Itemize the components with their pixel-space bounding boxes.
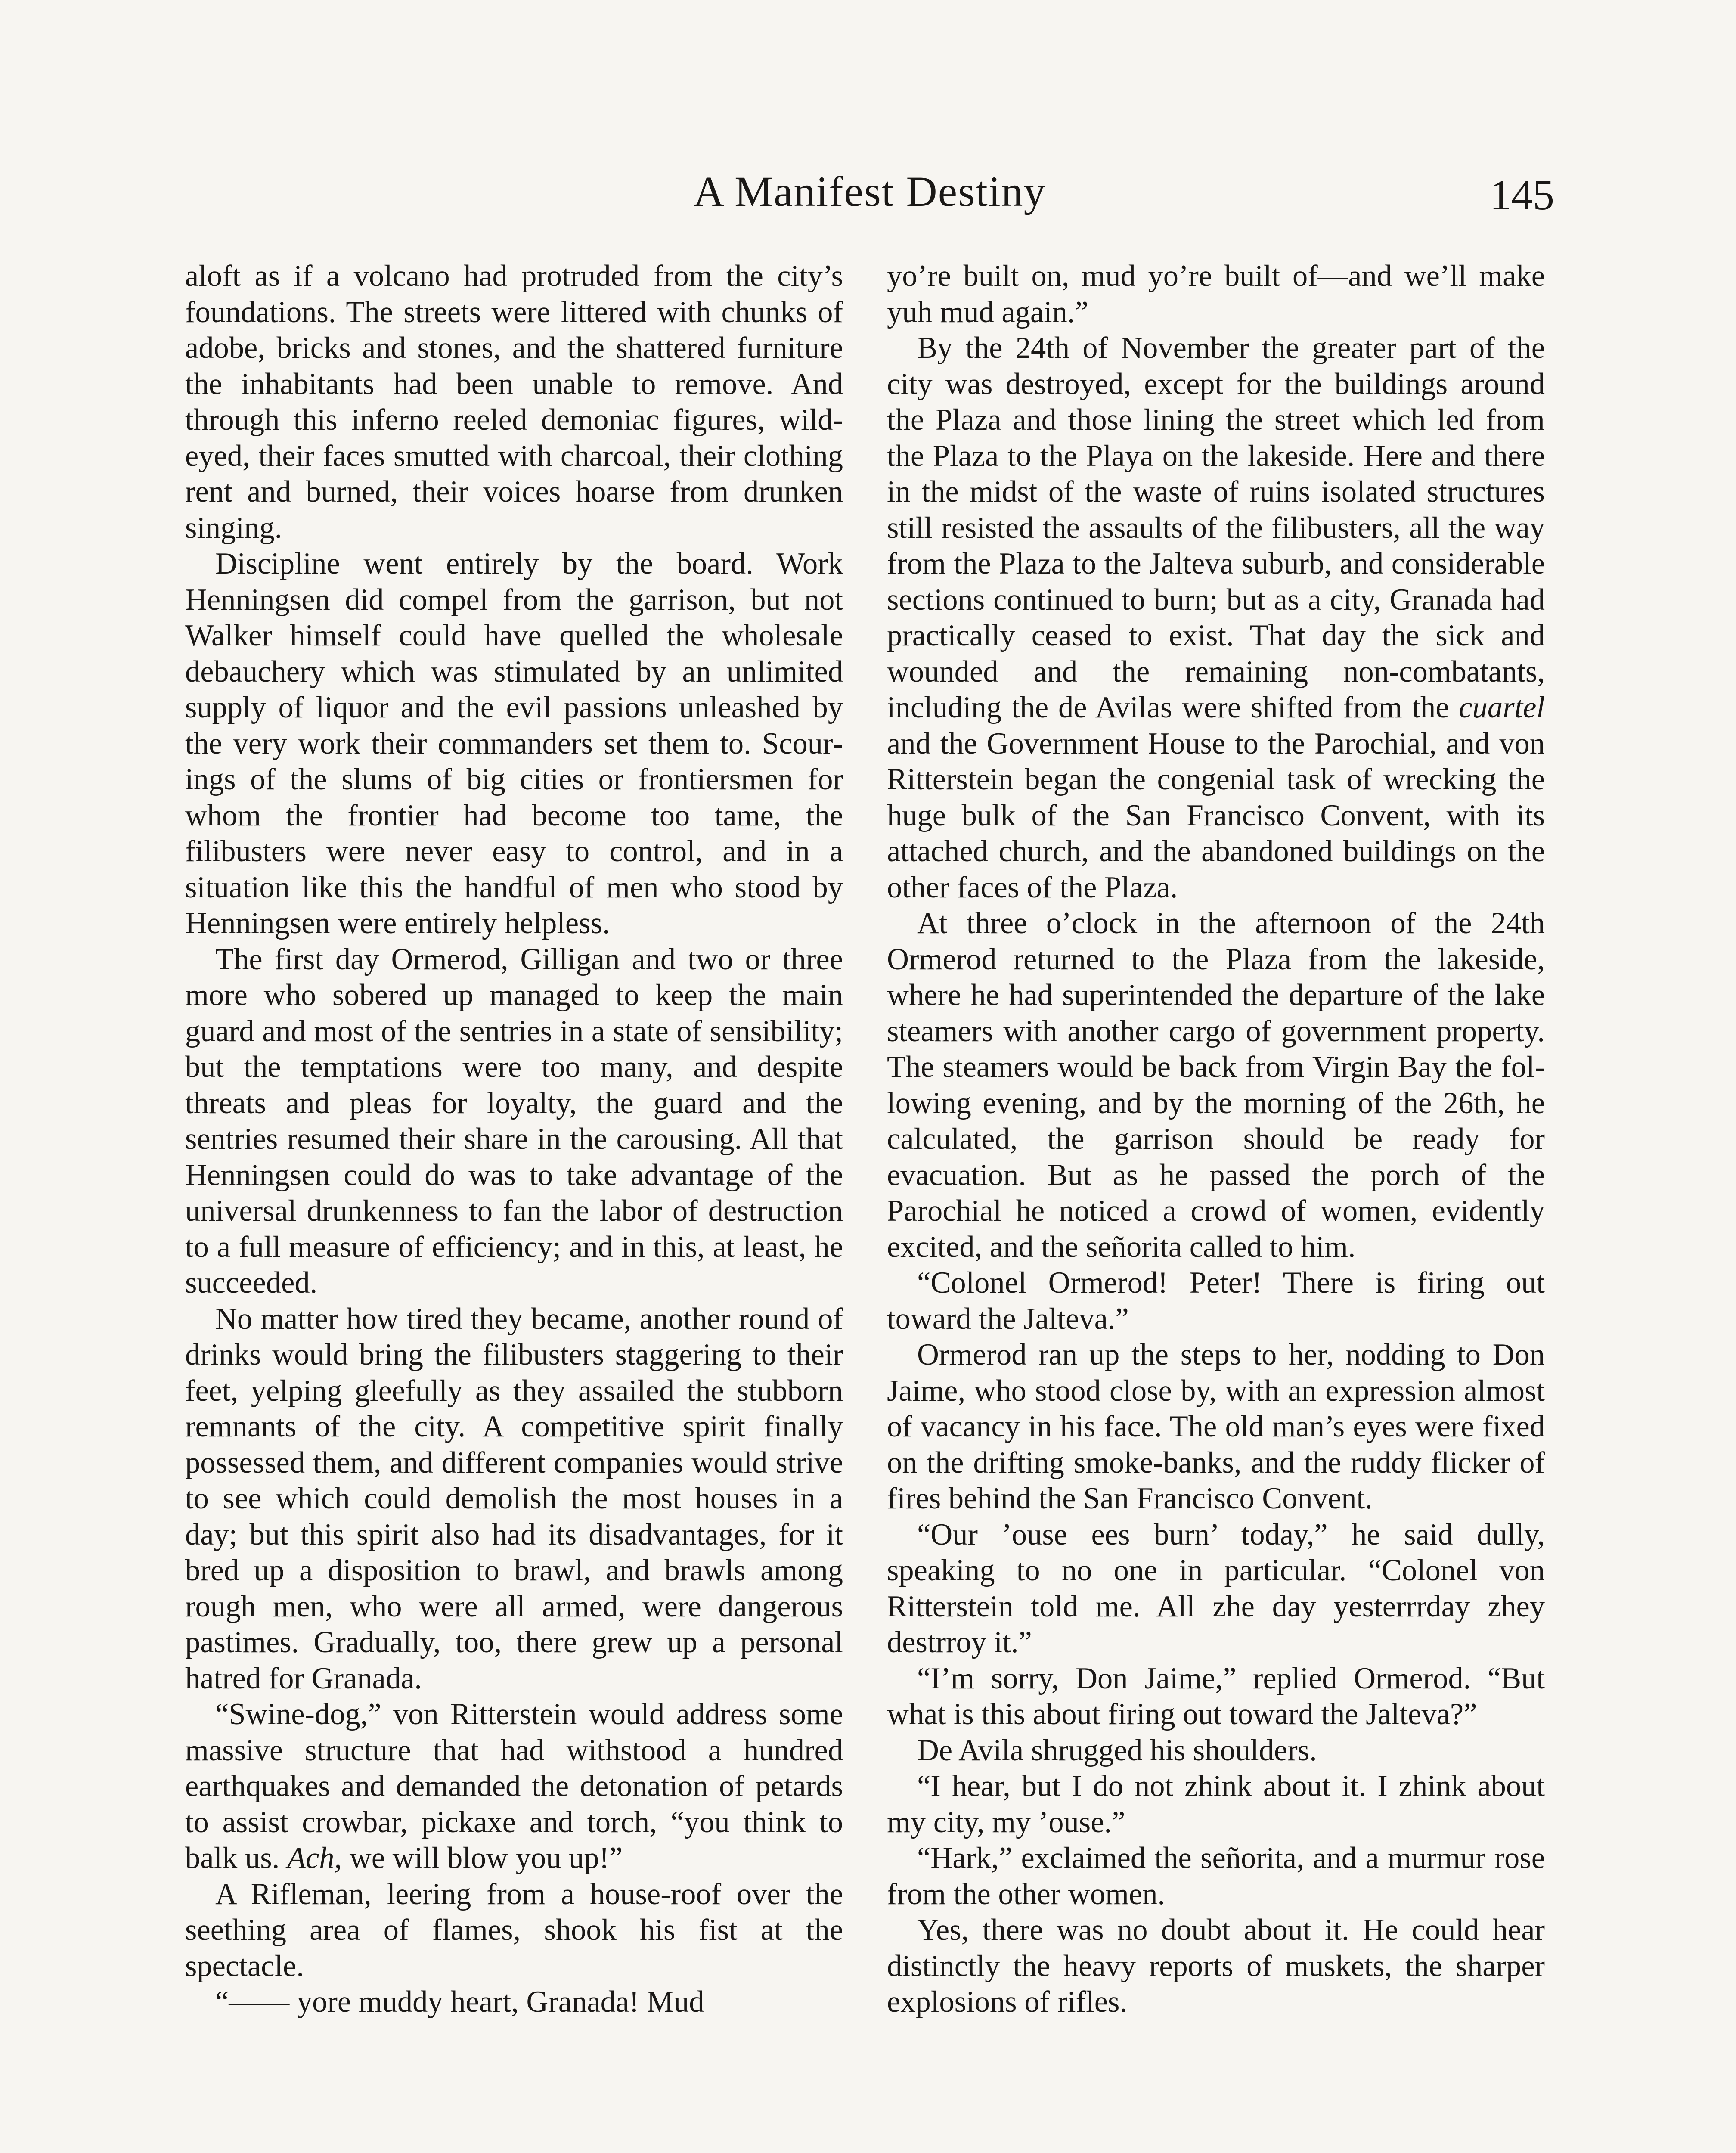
paragraph-text: “Swine-dog,” von Ritterstein would address some massive structure that had withstood a hundred earthquakes and demanded the detonation of petards to assist crowbar, pickaxe and torch, “you think to balk us.: [185, 1697, 843, 1875]
paragraph: yo’re built on, mud yo’re built of—and we’ll make yuh mud again.”: [887, 259, 1545, 329]
italic-word: Ach,: [287, 1841, 342, 1875]
right-column: [887, 258, 1545, 2020]
paragraph-text: and the Government House to the Parochial, and von Ritterstein began the congenial task of wrecking the huge bulk of the San Francisco Convent, with its attached church, and the abandoned buildings on the other faces of the Plaza.: [887, 726, 1545, 904]
page-header: [185, 164, 1554, 220]
running-title: A Manifest Destiny: [693, 168, 1046, 215]
left-column: [185, 258, 843, 2020]
paragraph: Discipline went entirely by the board. Work Henningsen did compel from the garrison, but not Walker himself could have quelled the wholesale debauchery which was stimulated by an unlimited supply of liquor and the evil passions unleashed by the very work their commanders set them to. Scourings of the slums of big cities or frontiersmen for whom the frontier had become too tame, the filibusters were never easy to control, and in a situation like this the handful of men who stood by Henningsen were entirely helpless.: [185, 547, 843, 940]
paragraph: A Rifleman, leering from a house-roof over the seething area of flames, shook his fist at the spectacle.: [185, 1877, 843, 1983]
paragraph: Ormerod ran up the steps to her, nodding to Don Jaime, who stood close by, with an expression almost of vacancy in his face. The old man’s eyes were fixed on the drifting smoke-banks, and the ruddy flicker of fires behind the San Francisco Convent.: [887, 1338, 1545, 1515]
paragraph: No matter how tired they became, another round of drinks would bring the filibusters staggering to their feet, yelping gleefully as they assailed the stubborn remnants of the city. A competitive spirit finally possessed them, and different companies would strive to see which could demolish the most houses in a day; but this spirit also had its disadvantages, for it bred up a disposition to brawl, and brawls among rough men, who were all armed, were dangerous pastimes. Gradually, too, there grew up a personal hatred for Granada.: [185, 1302, 843, 1695]
paragraph: “Our ’ouse ees burn’ today,” he said dully, speaking to no one in particular. “Colonel von Ritterstein told me. All zhe day yesterrrday zhey destrroy it.”: [887, 1517, 1545, 1659]
paragraph: aloft as if a volcano had protruded from the city’s foundations. The streets were littered with chunks of adobe, bricks and stones, and the shattered furniture the inhabitants had been unable to remove. And through this inferno reeled demoniac figures, wild-eyed, their faces smutted with charcoal, their clothing rent and burned, their voices hoarse from drunken singing.: [185, 259, 843, 545]
paragraph: [887, 330, 1545, 906]
paragraph: The first day Ormerod, Gilligan and two or three more who sobered up managed to keep the main guard and most of the sentries in a state of sensibility; but the temptations were too many, and despite threats and pleas for loyalty, the guard and the sentries resumed their share in the carousing. All that Henningsen could do was to take advantage of the universal drunkenness to fan the labor of destruction to a full measure of efficiency; and in this, at least, he succeeded.: [185, 942, 843, 1300]
paragraph-text: By the 24th of November the greater part of the city was destroyed, except for the buildings around the Plaza and those lining the street which led from the Plaza to the Playa on the lakeside. Here and there in the midst of the waste of ruins isolated structures still resisted the assaults of the filibusters, all the way from the Plaza to the Jalteva suburb, and considerable sections continued to burn; but as a city, Granada had practically ceased to exist. That day the sick and wounded and the remaining non-combatants, including the de Avilas were shifted from the: [887, 331, 1545, 724]
page-number: 145: [1490, 171, 1554, 219]
italic-word: cuartel: [1459, 691, 1545, 724]
paragraph: “I’m sorry, Don Jaime,” replied Ormerod. “But what is this about firing out toward the Jalteva?”: [887, 1661, 1545, 1731]
paragraph: At three o’clock in the afternoon of the 24th Ormerod returned to the Plaza from the lakeside, where he had superintended the departure of the lake steamers with another cargo of government property. The steamers would be back from Virgin Bay the following evening, and by the morning of the 26th, he calculated, the garrison should be ready for evacuation. But as he passed the porch of the Parochial he noticed a crowd of women, evidently excited, and the señorita called to him.: [887, 906, 1545, 1264]
paragraph: “Colonel Ormerod! Peter! There is firing out toward the Jalteva.”: [887, 1266, 1545, 1336]
paragraph-text: we will blow you up!”: [349, 1841, 623, 1875]
paragraph: Yes, there was no doubt about it. He could hear distinctly the heavy reports of muskets, the sharper explosions of rifles.: [887, 1913, 1545, 2019]
paragraph: De Avila shrugged his shoulders.: [917, 1733, 1317, 1767]
paragraph: “I hear, but I do not zhink about it. I zhink about my city, my ’ouse.”: [887, 1769, 1545, 1839]
paragraph: “—— yore muddy heart, Granada! Mud: [215, 1985, 704, 2019]
paragraph: [185, 1697, 843, 1877]
paragraph: “Hark,” exclaimed the señorita, and a murmur rose from the other women.: [887, 1841, 1545, 1911]
